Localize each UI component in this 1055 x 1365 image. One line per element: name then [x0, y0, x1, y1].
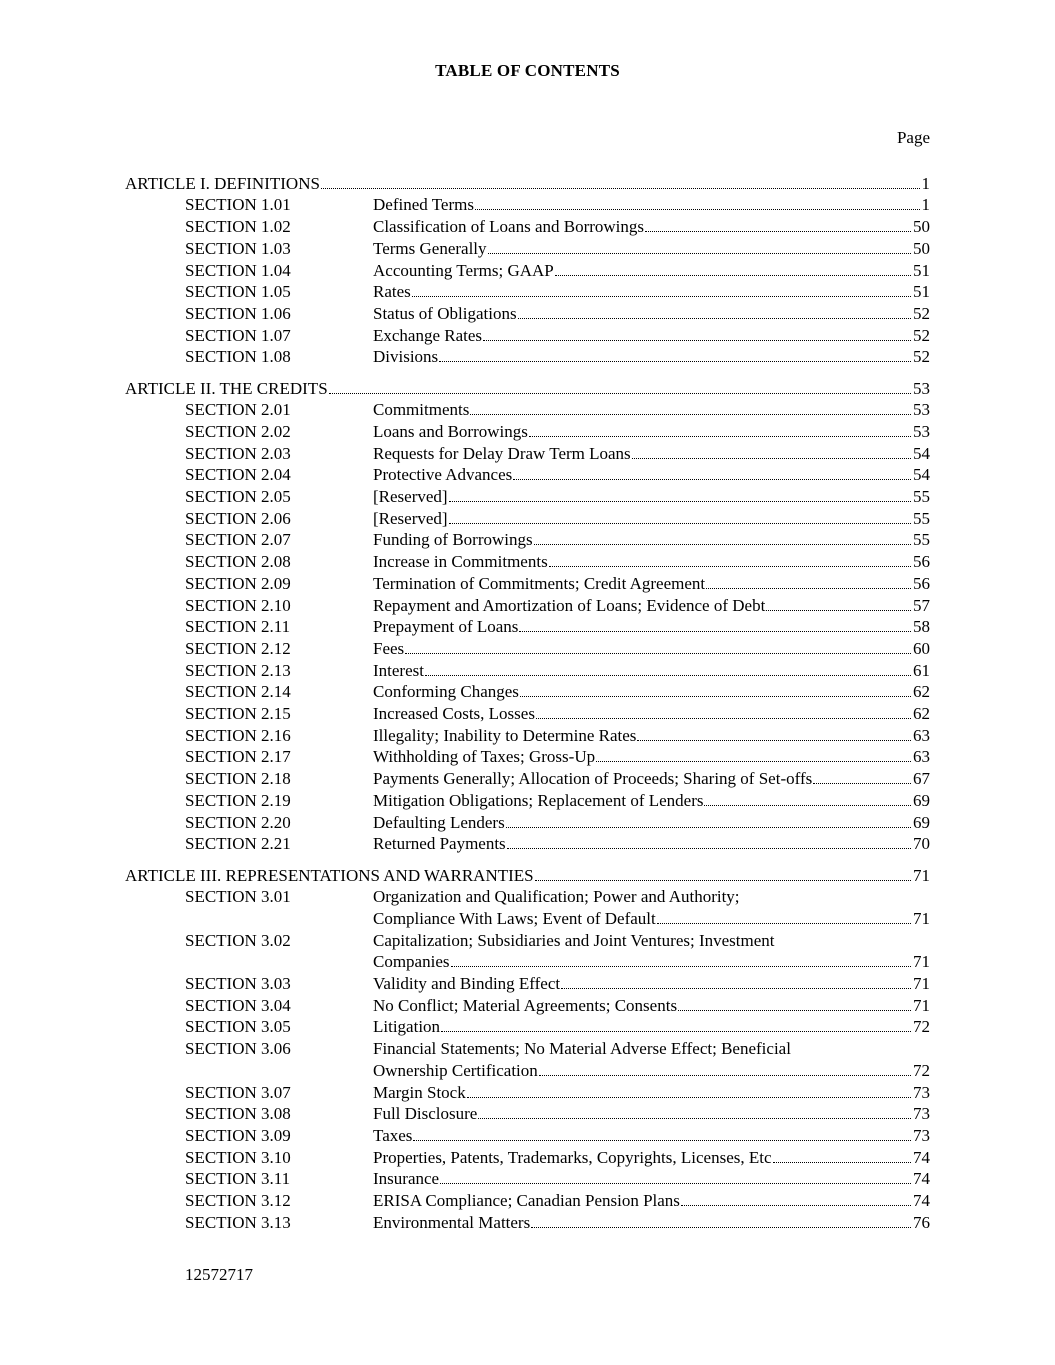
dot-leader	[413, 1127, 911, 1141]
section-number: SECTION 3.08	[185, 1104, 291, 1124]
section-number: SECTION 3.11	[185, 1169, 291, 1189]
article-entry	[125, 173, 930, 195]
dot-leader	[813, 770, 911, 784]
section-title: Validity and Binding Effect	[373, 974, 561, 994]
section-title: No Conflict; Material Agreements; Consents	[373, 995, 678, 1015]
section-number: SECTION 1.04	[185, 260, 291, 280]
footer-document-number: 12572717	[185, 1265, 253, 1284]
dot-leader	[561, 975, 911, 989]
section-title: Ownership Certification	[373, 1060, 538, 1080]
dot-leader	[478, 1105, 911, 1119]
dot-leader	[405, 640, 911, 654]
section-number: SECTION 3.04	[185, 995, 291, 1015]
section-number: SECTION 3.02	[185, 930, 291, 950]
dot-leader	[555, 262, 911, 276]
section-entry	[125, 421, 930, 443]
article-block	[125, 865, 930, 1234]
section-number: SECTION 3.07	[185, 1082, 291, 1102]
section-number: SECTION 2.03	[185, 443, 291, 463]
section-page-number: 58	[913, 617, 930, 637]
section-entry	[125, 790, 930, 812]
section-page-number: 73	[913, 1125, 930, 1145]
section-entry	[125, 746, 930, 768]
dot-leader	[519, 618, 911, 632]
dot-leader	[678, 997, 911, 1011]
section-entry	[125, 486, 930, 508]
dot-leader	[520, 683, 911, 697]
dot-leader	[681, 1192, 911, 1206]
section-page-number: 74	[913, 1169, 930, 1189]
section-title: Margin Stock	[373, 1082, 466, 1102]
section-entry	[125, 1016, 930, 1038]
section-title: Financial Statements; No Material Adverse Effect; Beneficial	[373, 1039, 791, 1059]
article-title: ARTICLE III. REPRESENTATIONS AND WARRANTIES	[125, 865, 534, 885]
section-entry	[125, 995, 930, 1017]
section-entry	[125, 886, 930, 908]
section-entry	[125, 529, 930, 551]
section-title: Environmental Matters	[373, 1212, 531, 1232]
section-page-number: 63	[913, 725, 930, 745]
section-number: SECTION 3.10	[185, 1147, 291, 1167]
section-page-number: 62	[913, 682, 930, 702]
dot-leader	[535, 867, 911, 881]
section-title: Interest	[373, 660, 424, 680]
section-page-number: 67	[913, 769, 930, 789]
section-number: SECTION 2.10	[185, 595, 291, 615]
section-title: Increased Costs, Losses	[373, 704, 535, 724]
section-title: [Reserved]	[373, 508, 448, 528]
article-title: ARTICLE II. THE CREDITS	[125, 378, 328, 398]
section-entry	[125, 399, 930, 421]
section-number: SECTION 2.08	[185, 552, 291, 572]
dot-leader	[440, 1170, 911, 1184]
section-entry	[125, 973, 930, 995]
section-entry	[125, 595, 930, 617]
article-entry	[125, 865, 930, 887]
section-title: Properties, Patents, Trademarks, Copyrights, Licenses, Etc	[373, 1147, 772, 1167]
section-page-number: 52	[913, 303, 930, 323]
section-entry	[125, 216, 930, 238]
section-page-number: 60	[913, 638, 930, 658]
dot-leader	[549, 553, 911, 567]
dot-leader	[470, 401, 911, 415]
section-entry	[125, 768, 930, 790]
section-number: SECTION 2.09	[185, 573, 291, 593]
section-entry	[125, 551, 930, 573]
section-page-number: 71	[913, 995, 930, 1015]
section-title: Full Disclosure	[373, 1104, 478, 1124]
section-number: SECTION 2.07	[185, 530, 291, 550]
section-number: SECTION 2.04	[185, 465, 291, 485]
section-page-number: 57	[913, 595, 930, 615]
section-entry	[125, 1103, 930, 1125]
section-page-number: 56	[913, 573, 930, 593]
section-number: SECTION 2.01	[185, 400, 291, 420]
section-title: Rates	[373, 282, 411, 302]
section-page-number: 71	[913, 908, 930, 928]
dot-leader	[439, 348, 911, 362]
dot-leader	[657, 910, 911, 924]
article-page-number: 71	[913, 865, 930, 885]
dot-leader	[412, 283, 911, 297]
section-page-number: 55	[913, 508, 930, 528]
article-block	[125, 173, 930, 368]
section-title: Loans and Borrowings	[373, 421, 528, 441]
section-number: SECTION 3.06	[185, 1039, 291, 1059]
section-title: Conforming Changes	[373, 682, 519, 702]
dot-leader	[706, 575, 911, 589]
section-page-number: 61	[913, 660, 930, 680]
section-number: SECTION 2.17	[185, 747, 291, 767]
dot-leader	[506, 814, 911, 828]
section-page-number: 56	[913, 552, 930, 572]
section-page-number: 74	[913, 1147, 930, 1167]
section-title: Status of Obligations	[373, 303, 517, 323]
section-page-number: 63	[913, 747, 930, 767]
section-page-number: 1	[921, 195, 930, 215]
section-title: Divisions	[373, 347, 439, 367]
section-title: Terms Generally	[373, 238, 487, 258]
dot-leader	[632, 445, 911, 459]
section-title: Repayment and Amortization of Loans; Evidence of Debt	[373, 595, 766, 615]
section-entry	[125, 638, 930, 660]
dot-leader	[637, 727, 911, 741]
section-entry	[125, 1168, 930, 1190]
section-title: Withholding of Taxes; Gross-Up	[373, 747, 596, 767]
section-page-number: 55	[913, 487, 930, 507]
section-title: Mitigation Obligations; Replacement of Lenders	[373, 790, 704, 810]
dot-leader	[449, 488, 911, 502]
section-number: SECTION 2.21	[185, 834, 291, 854]
section-entry	[125, 681, 930, 703]
section-entry	[125, 1125, 930, 1147]
dot-leader	[425, 662, 911, 676]
dot-leader	[449, 510, 911, 524]
section-entry	[125, 238, 930, 260]
section-number: SECTION 1.03	[185, 238, 291, 258]
section-number: SECTION 2.20	[185, 812, 291, 832]
section-number: SECTION 1.07	[185, 325, 291, 345]
section-page-number: 53	[913, 421, 930, 441]
section-entry	[125, 1147, 930, 1169]
dot-leader	[704, 792, 911, 806]
section-number: SECTION 2.16	[185, 725, 291, 745]
dot-leader	[596, 748, 911, 762]
section-number: SECTION 2.19	[185, 790, 291, 810]
section-title: Payments Generally; Allocation of Proceeds; Sharing of Set-offs	[373, 769, 813, 789]
dot-leader	[531, 1214, 911, 1228]
section-title: Taxes	[373, 1125, 413, 1145]
section-page-number: 55	[913, 530, 930, 550]
page-title: TABLE OF CONTENTS	[435, 61, 620, 80]
section-entry	[125, 930, 930, 952]
section-entry	[125, 616, 930, 638]
section-page-number: 72	[913, 1060, 930, 1080]
dot-leader	[441, 1018, 911, 1032]
section-entry	[125, 1212, 930, 1234]
section-page-number: 74	[913, 1191, 930, 1211]
section-page-number: 51	[913, 282, 930, 302]
section-title: Organization and Qualification; Power and Authority;	[373, 887, 740, 907]
article-page-number: 53	[913, 378, 930, 398]
section-number: SECTION 1.01	[185, 195, 291, 215]
section-title: Defaulting Lenders	[373, 812, 505, 832]
section-title: Companies	[373, 952, 450, 972]
section-number: SECTION 2.11	[185, 617, 291, 637]
section-page-number: 54	[913, 443, 930, 463]
section-page-number: 51	[913, 260, 930, 280]
section-entry	[125, 443, 930, 465]
section-title: Illegality; Inability to Determine Rates	[373, 725, 637, 745]
section-page-number: 54	[913, 465, 930, 485]
section-page-number: 52	[913, 325, 930, 345]
section-title: Returned Payments	[373, 834, 506, 854]
dot-leader	[507, 835, 911, 849]
section-page-number: 70	[913, 834, 930, 854]
section-title: Defined Terms	[373, 195, 474, 215]
section-number: SECTION 2.13	[185, 660, 291, 680]
dot-leader	[483, 327, 911, 341]
dot-leader	[534, 531, 911, 545]
section-entry	[125, 346, 930, 368]
section-entry	[125, 833, 930, 855]
dot-leader	[513, 466, 911, 480]
dot-leader	[766, 597, 911, 611]
dot-leader	[475, 196, 920, 210]
section-title: Increase in Commitments	[373, 552, 548, 572]
section-page-number: 62	[913, 704, 930, 724]
section-page-number: 72	[913, 1017, 930, 1037]
section-entry	[125, 908, 930, 930]
section-title: Requests for Delay Draw Term Loans	[373, 443, 631, 463]
section-number: SECTION 3.12	[185, 1191, 291, 1211]
dot-leader	[329, 380, 911, 394]
section-entry	[125, 464, 930, 486]
section-title: Fees	[373, 638, 405, 658]
section-title: Exchange Rates	[373, 325, 483, 345]
section-title: Termination of Commitments; Credit Agreement	[373, 573, 706, 593]
section-entry	[125, 194, 930, 216]
article-page-number: 1	[921, 173, 930, 193]
section-number: SECTION 2.06	[185, 508, 291, 528]
section-number: SECTION 3.13	[185, 1212, 291, 1232]
section-entry	[125, 725, 930, 747]
article-entry	[125, 378, 930, 400]
section-page-number: 76	[913, 1212, 930, 1232]
section-title: Funding of Borrowings	[373, 530, 533, 550]
section-number: SECTION 3.09	[185, 1125, 291, 1145]
section-page-number: 71	[913, 952, 930, 972]
section-page-number: 53	[913, 400, 930, 420]
article-block	[125, 378, 930, 855]
section-title: Litigation	[373, 1017, 441, 1037]
section-page-number: 50	[913, 217, 930, 237]
dot-leader	[645, 218, 911, 232]
section-number: SECTION 2.14	[185, 682, 291, 702]
section-title: Insurance	[373, 1169, 440, 1189]
section-entry	[125, 573, 930, 595]
section-entry	[125, 951, 930, 973]
section-entry	[125, 1060, 930, 1082]
section-page-number: 52	[913, 347, 930, 367]
dot-leader	[773, 1149, 911, 1163]
section-number: SECTION 1.08	[185, 347, 291, 367]
section-number: SECTION 3.03	[185, 974, 291, 994]
section-number: SECTION 1.02	[185, 217, 291, 237]
dot-leader	[451, 953, 912, 967]
section-entry	[125, 703, 930, 725]
section-number: SECTION 2.12	[185, 638, 291, 658]
dot-leader	[536, 705, 911, 719]
section-title: ERISA Compliance; Canadian Pension Plans	[373, 1191, 680, 1211]
dot-leader	[518, 305, 911, 319]
section-entry	[125, 812, 930, 834]
section-number: SECTION 2.02	[185, 421, 291, 441]
section-entry	[125, 303, 930, 325]
section-page-number: 73	[913, 1082, 930, 1102]
section-page-number: 73	[913, 1104, 930, 1124]
article-title: ARTICLE I. DEFINITIONS	[125, 173, 320, 193]
section-entry	[125, 1082, 930, 1104]
section-page-number: 71	[913, 974, 930, 994]
toc-body	[125, 173, 930, 1234]
section-title: Prepayment of Loans	[373, 617, 519, 637]
section-number: SECTION 2.18	[185, 769, 291, 789]
section-title: Compliance With Laws; Event of Default	[373, 908, 656, 928]
section-number: SECTION 2.15	[185, 704, 291, 724]
section-number: SECTION 2.05	[185, 487, 291, 507]
dot-leader	[467, 1084, 911, 1098]
section-page-number: 69	[913, 812, 930, 832]
section-entry	[125, 1038, 930, 1060]
section-entry	[125, 281, 930, 303]
dot-leader	[321, 175, 920, 189]
dot-leader	[529, 423, 911, 437]
section-number: SECTION 1.05	[185, 282, 291, 302]
section-page-number: 50	[913, 238, 930, 258]
section-page-number: 69	[913, 790, 930, 810]
section-entry	[125, 325, 930, 347]
section-number: SECTION 1.06	[185, 303, 291, 323]
section-title: Accounting Terms; GAAP	[373, 260, 554, 280]
section-entry	[125, 660, 930, 682]
section-number: SECTION 3.05	[185, 1017, 291, 1037]
section-entry	[125, 508, 930, 530]
section-entry	[125, 1190, 930, 1212]
section-number: SECTION 3.01	[185, 887, 291, 907]
dot-leader	[488, 240, 911, 254]
section-title: [Reserved]	[373, 487, 448, 507]
section-title: Protective Advances	[373, 465, 513, 485]
section-title: Commitments	[373, 400, 470, 420]
section-entry	[125, 260, 930, 282]
dot-leader	[539, 1062, 911, 1076]
page-column-header: Page	[896, 128, 930, 147]
section-title: Classification of Loans and Borrowings	[373, 217, 645, 237]
section-title: Capitalization; Subsidiaries and Joint Ventures; Investment	[373, 930, 775, 950]
